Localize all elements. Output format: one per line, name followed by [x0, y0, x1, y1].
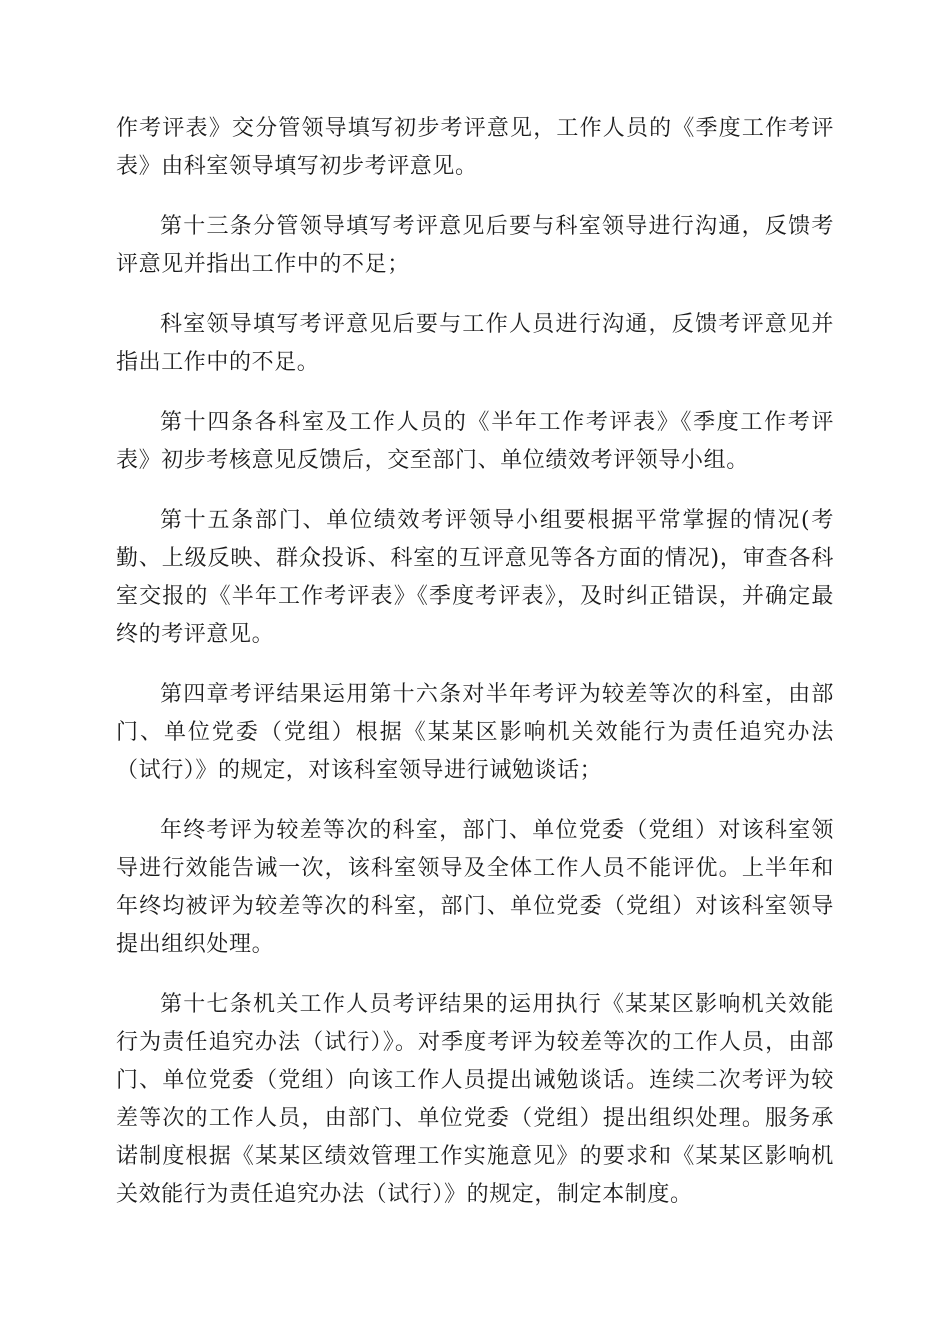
paragraph-4: 第十四条各科室及工作人员的《半年工作考评表》《季度工作考评表》初步考核意见反馈后，交至部门、单位绩效考评领导小组。 [116, 410, 834, 473]
paragraph-1: 作考评表》交分管领导填写初步考评意见，工作人员的《季度工作考评表》由科室领导填写初步考评意见。 [116, 116, 834, 179]
paragraph-3: 科室领导填写考评意见后要与工作人员进行沟通，反馈考评意见并指出工作中的不足。 [116, 312, 834, 375]
paragraph-2: 第十三条分管领导填写考评意见后要与科室领导进行沟通，反馈考评意见并指出工作中的不足； [116, 214, 834, 277]
paragraph-5: 第十五条部门、单位绩效考评领导小组要根据平常掌握的情况(考勤、上级反映、群众投诉、科室的互评意见等各方面的情况)，审查各科室交报的《半年工作考评表》《季度考评表》，及时纠正错误，并确定最终的考评意见。 [116, 508, 834, 647]
paragraph-8: 第十七条机关工作人员考评结果的运用执行《某某区影响机关效能行为责任追究办法（试行）》。对季度考评为较差等次的工作人员，由部门、单位党委（党组）向该工作人员提出诫勉谈话。连续二次考评为较差等次的工作人员，由部门、单位党委（党组）提出组织处理。服务承诺制度根据《某某区绩效管理工作实施意见》的要求和《某某区影响机关效能行为责任追究办法（试行）》的规定，制定本制度。 [116, 992, 834, 1207]
paragraph-6: 第四章考评结果运用第十六条对半年考评为较差等次的科室，由部门、单位党委（党组）根据《某某区影响机关效能行为责任追究办法（试行）》的规定，对该科室领导进行诫勉谈话； [116, 682, 834, 783]
document-body [116, 110, 834, 1236]
paragraph-7: 年终考评为较差等次的科室，部门、单位党委（党组）对该科室领导进行效能告诫一次，该科室领导及全体工作人员不能评优。上半年和年终均被评为较差等次的科室，部门、单位党委（党组）对该科室领导提出组织处理。 [116, 818, 834, 957]
